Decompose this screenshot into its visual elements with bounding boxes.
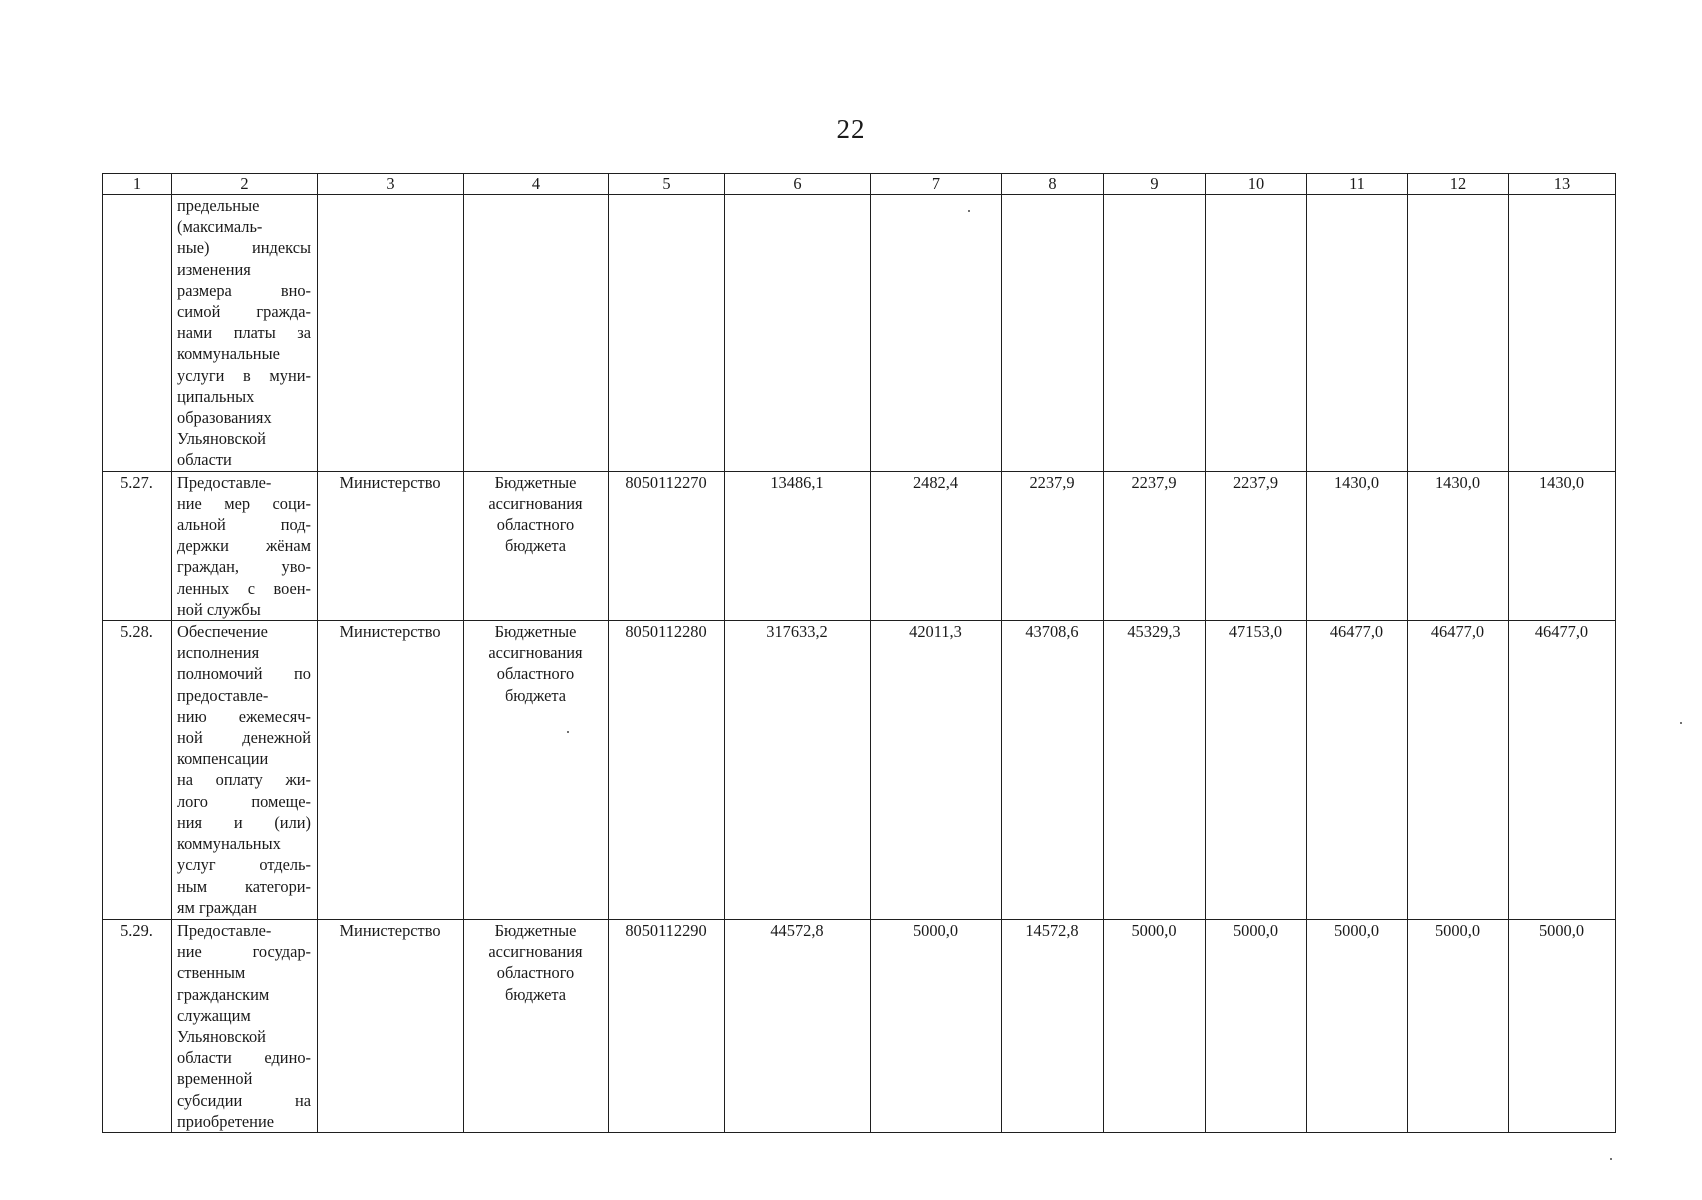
measure-name-line: гражданским — [177, 984, 270, 1004]
table-body — [103, 195, 1616, 1133]
column-number-4: 4 — [464, 174, 609, 195]
amount-col-13: 46477,0 — [1509, 621, 1616, 920]
item-number: 5.27. — [103, 471, 172, 620]
measure-name-line: (максималь- — [177, 217, 263, 237]
scan-speck — [567, 731, 569, 733]
column-number-2: 2 — [172, 174, 318, 195]
funding-source-line: бюджета — [504, 984, 567, 1004]
executor: Министерство — [318, 920, 464, 1133]
measure-name-line: симой гражда- — [177, 302, 311, 322]
scan-speck — [1610, 1158, 1612, 1160]
funding-source — [464, 195, 609, 472]
amount-col-7 — [871, 195, 1002, 472]
amount-col-10: 5000,0 — [1206, 920, 1307, 1133]
measure-name-line: услуги в муни- — [177, 365, 311, 385]
measure-name-line: на оплату жи- — [177, 770, 311, 790]
measure-name-line: коммунальных — [177, 834, 281, 854]
column-number-9: 9 — [1104, 174, 1206, 195]
executor: Министерство — [318, 621, 464, 920]
column-number-12: 12 — [1408, 174, 1509, 195]
measure-name-line: лого помеще- — [177, 791, 311, 811]
amount-col-6: 44572,8 — [725, 920, 871, 1133]
amount-col-7: 2482,4 — [871, 471, 1002, 620]
funding-source-line: областного — [496, 963, 575, 983]
measure-name-line: полномочий по — [177, 664, 311, 684]
budget-code — [609, 195, 725, 472]
amount-col-9: 5000,0 — [1104, 920, 1206, 1133]
budget-code: 8050112280 — [609, 621, 725, 920]
item-number — [103, 195, 172, 472]
funding-source-line: Бюджетные — [494, 472, 577, 492]
measure-name-line: ленных с воен- — [177, 578, 311, 598]
measure-name-line: исполнения — [177, 643, 260, 663]
measure-name — [172, 195, 318, 472]
amount-col-8: 2237,9 — [1002, 471, 1104, 620]
measure-name — [172, 621, 318, 920]
amount-col-11: 5000,0 — [1307, 920, 1408, 1133]
funding-source-line: бюджета — [504, 685, 567, 705]
measure-name-line: ные) индексы — [177, 238, 311, 258]
measure-name-line: коммунальные — [177, 344, 280, 364]
measure-name-line: ципальных — [177, 386, 255, 406]
budget-code: 8050112290 — [609, 920, 725, 1133]
measure-name-line: ственным — [177, 963, 246, 983]
amount-col-8: 14572,8 — [1002, 920, 1104, 1133]
measure-name-line: изменения — [177, 259, 251, 279]
measure-name-line: компенсации — [177, 749, 269, 769]
amount-col-12: 5000,0 — [1408, 920, 1509, 1133]
item-number: 5.29. — [103, 920, 172, 1133]
amount-col-9: 2237,9 — [1104, 471, 1206, 620]
column-number-11: 11 — [1307, 174, 1408, 195]
amount-col-11: 46477,0 — [1307, 621, 1408, 920]
amount-col-13: 1430,0 — [1509, 471, 1616, 620]
funding-source-line: областного — [496, 515, 575, 535]
table-row — [103, 621, 1616, 920]
funding-source-line: Бюджетные — [494, 622, 577, 642]
measure-name-line: ным категори- — [177, 876, 311, 896]
measure-name-line: Ульяновской — [177, 429, 266, 449]
table-row — [103, 471, 1616, 620]
amount-col-6: 13486,1 — [725, 471, 871, 620]
measure-name-line: Ульяновской — [177, 1027, 266, 1047]
amount-col-7: 42011,3 — [871, 621, 1002, 920]
amount-col-9 — [1104, 195, 1206, 472]
measure-name-line: держки жёнам — [177, 536, 311, 556]
amount-col-8: 43708,6 — [1002, 621, 1104, 920]
measure-name-line: области — [177, 450, 232, 470]
measure-name-line: ной службы — [177, 599, 261, 619]
measure-name-line: ям граждан — [177, 897, 257, 917]
column-number-6: 6 — [725, 174, 871, 195]
measure-name — [172, 471, 318, 620]
item-number: 5.28. — [103, 621, 172, 920]
measure-name-line: Предоставле- — [177, 921, 272, 941]
measure-name-line: субсидии на — [177, 1090, 311, 1110]
amount-col-11 — [1307, 195, 1408, 472]
funding-source-line: ассигнования — [488, 493, 583, 513]
column-number-10: 10 — [1206, 174, 1307, 195]
measure-name-line: ния и (или) — [177, 812, 311, 832]
budget-table — [102, 173, 1616, 1133]
amount-col-11: 1430,0 — [1307, 471, 1408, 620]
scan-speck — [968, 210, 970, 212]
amount-col-7: 5000,0 — [871, 920, 1002, 1133]
funding-source — [464, 621, 609, 920]
table-row — [103, 195, 1616, 472]
measure-name — [172, 920, 318, 1133]
amount-col-10: 2237,9 — [1206, 471, 1307, 620]
amount-col-13: 5000,0 — [1509, 920, 1616, 1133]
executor — [318, 195, 464, 472]
measure-name-line: нию ежемесяч- — [177, 706, 311, 726]
measure-name-line: ной денежной — [177, 728, 311, 748]
measure-name-line: образованиях — [177, 408, 272, 428]
measure-name-line: размера вно- — [177, 280, 311, 300]
measure-name-line: ние мер соци- — [177, 493, 311, 513]
funding-source-line: Бюджетные — [494, 921, 577, 941]
amount-col-8 — [1002, 195, 1104, 472]
measure-name-line: услуг отдель- — [177, 855, 311, 875]
amount-col-6: 317633,2 — [725, 621, 871, 920]
funding-source-line: ассигнования — [488, 942, 583, 962]
amount-col-12: 1430,0 — [1408, 471, 1509, 620]
measure-name-line: граждан, уво- — [177, 557, 311, 577]
measure-name-line: нами платы за — [177, 323, 311, 343]
amount-col-10: 47153,0 — [1206, 621, 1307, 920]
amount-col-13 — [1509, 195, 1616, 472]
measure-name-line: альной под- — [177, 515, 311, 535]
measure-name-line: приобретение — [177, 1111, 274, 1131]
funding-source-line: ассигнования — [488, 643, 583, 663]
column-number-7: 7 — [871, 174, 1002, 195]
column-number-3: 3 — [318, 174, 464, 195]
executor: Министерство — [318, 471, 464, 620]
measure-name-line: служащим — [177, 1005, 251, 1025]
column-number-8: 8 — [1002, 174, 1104, 195]
measure-name-line: предоставле- — [177, 685, 269, 705]
page-number: 22 — [836, 114, 866, 144]
measure-name-line: Обеспечение — [177, 622, 268, 642]
measure-name-line: предельные — [177, 196, 260, 215]
scan-speck — [1680, 722, 1682, 724]
measure-name-line: области едино- — [177, 1048, 311, 1068]
funding-source-line: бюджета — [504, 536, 567, 556]
measure-name-line: ние государ- — [177, 942, 311, 962]
measure-name-line: Предоставле- — [177, 472, 272, 492]
funding-source-line: областного — [496, 664, 575, 684]
funding-source — [464, 471, 609, 620]
column-number-5: 5 — [609, 174, 725, 195]
budget-code: 8050112270 — [609, 471, 725, 620]
amount-col-10 — [1206, 195, 1307, 472]
amount-col-12: 46477,0 — [1408, 621, 1509, 920]
funding-source — [464, 920, 609, 1133]
column-number-1: 1 — [103, 174, 172, 195]
measure-name-line: временной — [177, 1069, 253, 1089]
amount-col-6 — [725, 195, 871, 472]
table-row — [103, 920, 1616, 1133]
column-number-row — [103, 174, 1616, 195]
amount-col-9: 45329,3 — [1104, 621, 1206, 920]
column-number-13: 13 — [1509, 174, 1616, 195]
amount-col-12 — [1408, 195, 1509, 472]
